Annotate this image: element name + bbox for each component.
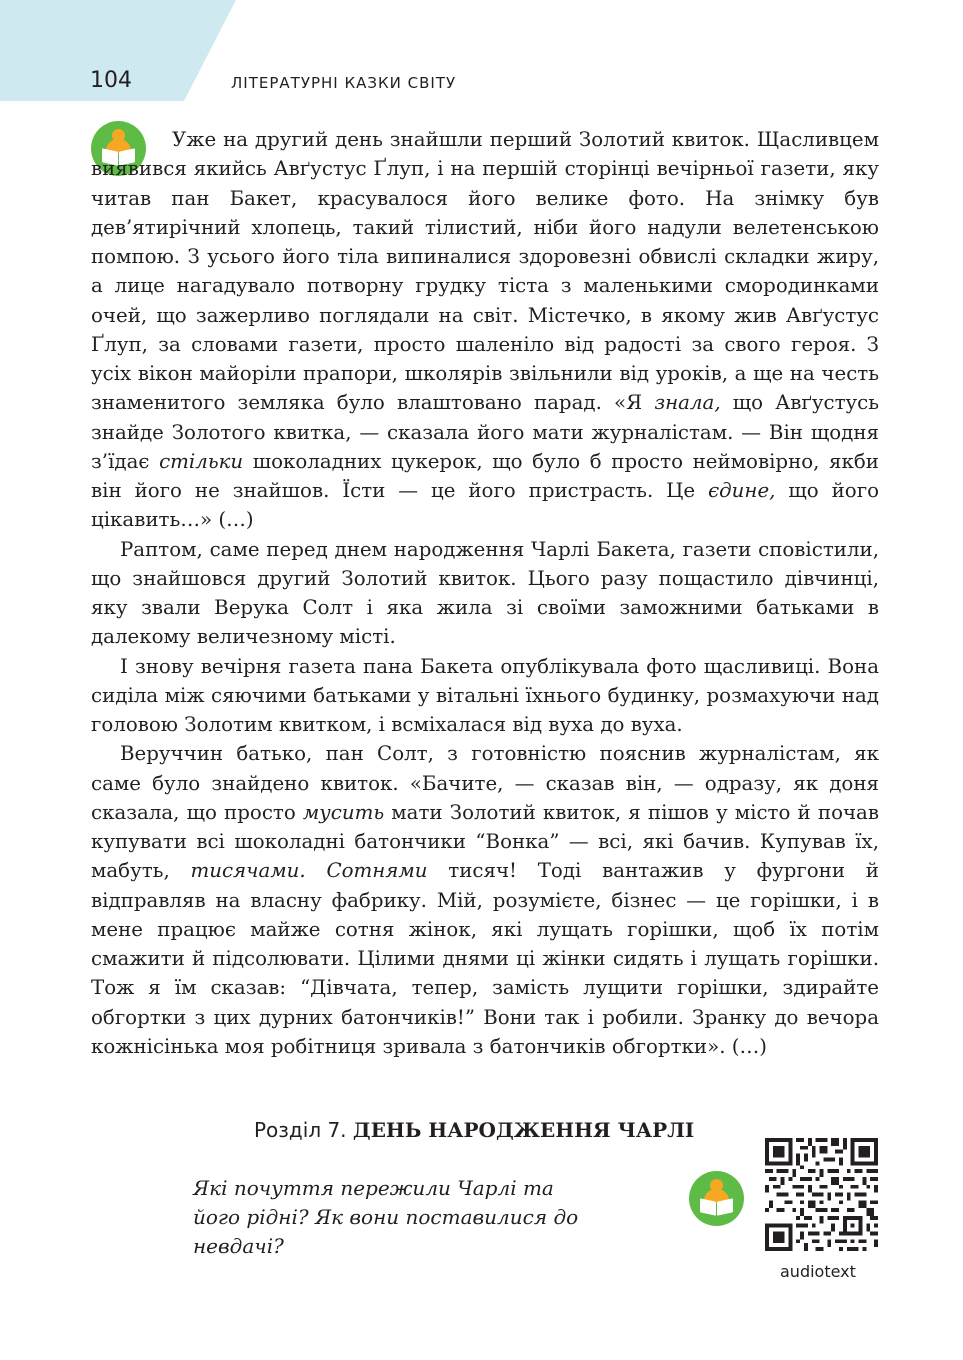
story-text xyxy=(91,125,879,1061)
page-number: 104 xyxy=(90,68,132,93)
discussion-question: Які почуття пережили Чарлі та його рідні? Як вони поставилися до невдачі? xyxy=(193,1176,579,1258)
section-title: ДЕНЬ НАРОДЖЕННЯ ЧАРЛІ xyxy=(352,1118,695,1142)
paragraph-2: Раптом, саме перед днем народження Чарлі Бакета, газети сповістили, що знайшовся другий Золотий квиток. Цього разу пощастило дівчинці, яку звали Верука Солт і яка жила зі своїми заможними батьками в далекому величезному місті. xyxy=(91,537,879,649)
section-label: Розділ 7. xyxy=(254,1118,347,1142)
running-title: ЛІТЕРАТУРНІ КАЗКИ СВІТУ xyxy=(231,74,457,92)
section-heading xyxy=(254,1116,694,1144)
paragraph-4: Веруччин батько, пан Солт, з готовністю пояснив журналістам, як саме було знайдено квиток. «Бачите, — сказав він, — одразу, як доня сказала, що просто мусить мати Золотий квиток, я пішов у місто й почав купувати всі шоколадні батончики “Вонка” — всі, які бачив. Купував їх, мабуть, тисячами. Сотнями тисяч! Тоді вантажив у фургони й відправляв на власну фабрику. Мій, розумієте, бізнес — це горішки, і в мене працює майже сотня жінок, які лущать горішки, щоб їх потім смажити й підсолювати. Цілими днями ці жінки сидять і лущать горішки. Тож я їм сказав: “Дівчата, тепер, замість лущити горішки, здирайте обгортки з цих дурних батончиків!” Вони так і робили. Зранку до вечора кожнісінька моя робітниця зривала з батончиків обгортки». (…) xyxy=(91,742,879,1058)
paragraph-3: І знову вечірня газета пана Бакета опублікувала фото щасливиці. Вона сиділа між сяючими батьками у вітальні їхнього будинку, розмахуючи над головою Золотим квитком, і всміхалася від вуха до вуха. xyxy=(91,654,879,736)
paragraph-1: Уже на другий день знайшли перший Золотий квиток. Щасливцем виявився якийсь Авґустус Ґлуп, і на першій сторінці вечірньої газети, яку читав пан Бакет, красувалося його велике фото. На знімку був дев’ятирічний хлопець, такий тілистий, ніби його надули велетенською помпою. З усього його тіла випиналися здоровезні обвислі складки жиру, а лице нагадувало потворну грудку тіста з маленькими смородинками очей, що зажерливо поглядали на світ. Містечко, в якому жив Авґустус Ґлуп, за словами газети, просто шаленіло від радості за свого героя. З усіх вікон майоріли прапори, школярів звільнили від уроків, а ще на честь знаменитого земляка було влаштовано парад. «Я знала, що Авґустусь знайде Золотого квитка, — сказала його мати журналістам. — Він щодня з’їдає стільки шоколадних цукерок, що було б просто неймовірно, якби він його не знайшов. Їсти — це його пристрасть. Це єдине, що його цікавить…» (…) xyxy=(91,128,879,532)
qr-code[interactable] xyxy=(765,1138,878,1251)
audio-caption: audiotext xyxy=(780,1262,856,1281)
audio-reader-icon[interactable] xyxy=(689,1171,744,1226)
